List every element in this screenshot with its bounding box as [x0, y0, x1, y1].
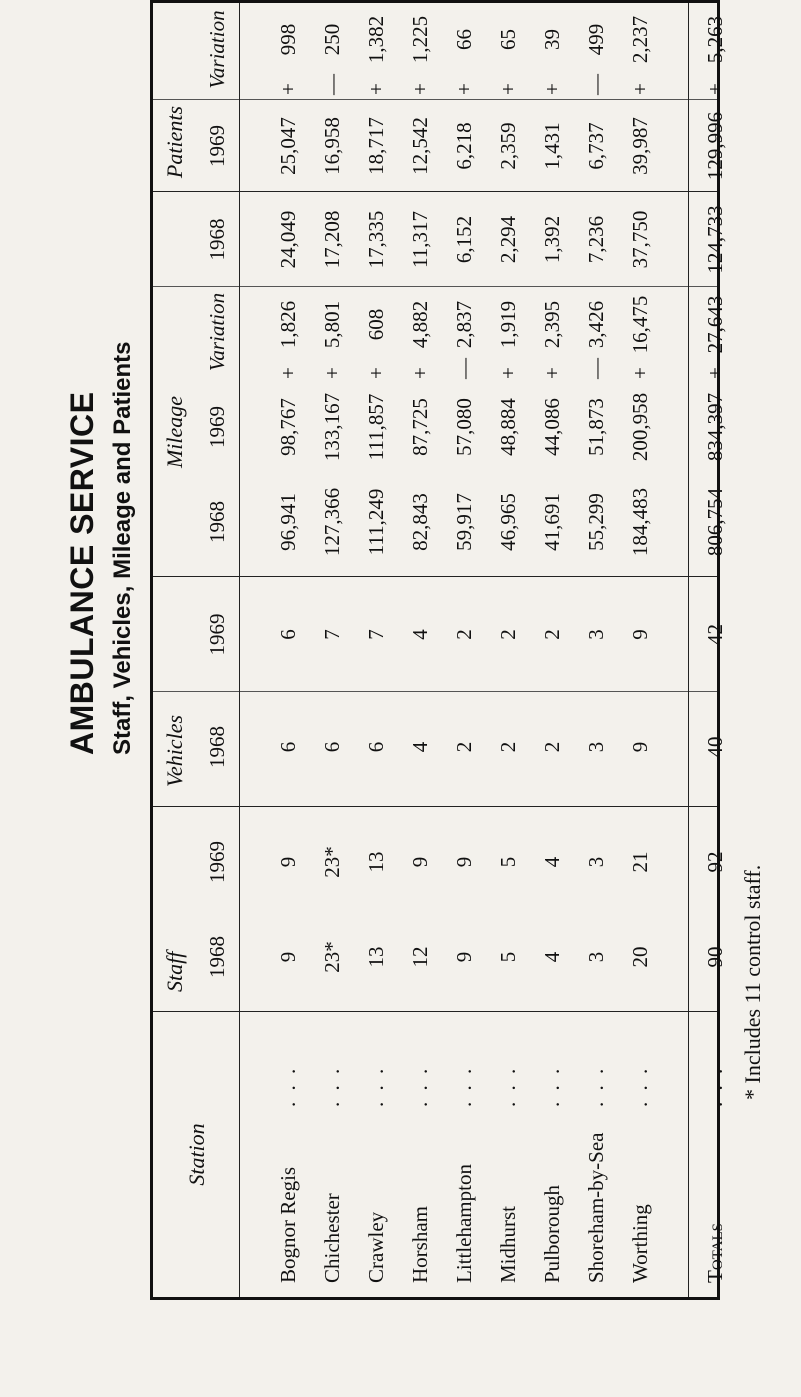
staff-1969: 23*: [320, 846, 344, 878]
staff-1968: 5: [496, 951, 520, 963]
patients-variation-sign: +: [364, 83, 388, 95]
vehicles-1968: 2: [540, 741, 564, 753]
vehicles-1969: 2: [496, 629, 520, 640]
patients-1968: 7,236: [584, 215, 608, 264]
patients-variation-sign: +: [703, 83, 727, 95]
vehicles-1968: 6: [320, 741, 344, 753]
mileage-variation-sign: +: [320, 367, 344, 379]
mileage-variation-sign: +: [628, 367, 652, 379]
header-staff-1968: 1968: [204, 936, 229, 978]
patients-variation: 5,263: [703, 15, 727, 64]
patients-1969: 1,431: [540, 122, 564, 170]
header-station: Station: [184, 1123, 209, 1186]
patients-1969: 129,996: [703, 111, 727, 181]
patients-variation: 998: [276, 23, 300, 56]
header-staff: Staff: [162, 951, 187, 992]
mileage-1968: 806,754: [703, 487, 727, 557]
table-row: [447, 0, 482, 1297]
patients-variation: 1,382: [364, 15, 388, 64]
page-subtitle: Staff, Vehicles, Mileage and Patients: [109, 341, 136, 755]
station-name: Horsham: [408, 1206, 432, 1283]
staff-1968: 9: [452, 951, 476, 963]
patients-1968: 24,049: [276, 210, 300, 269]
table-row: [579, 0, 614, 1297]
header-vehicles-1969: 1969: [204, 613, 229, 656]
patients-variation-sign: +: [276, 83, 300, 95]
mileage-variation-sign: +: [703, 367, 727, 379]
mileage-variation-sign: +: [540, 367, 564, 379]
staff-1968: 13: [364, 946, 388, 968]
header-patients: Patients: [162, 105, 187, 179]
vehicles-1969: 2: [452, 629, 476, 640]
vehicles-1969: 7: [320, 629, 344, 640]
table-row: [359, 0, 394, 1297]
table-row: [623, 0, 658, 1297]
header-patients-1968: 1968: [204, 218, 229, 261]
totals-divider: [688, 3, 689, 1297]
header-mileage-1969: 1969: [204, 406, 229, 448]
staff-1969: 9: [408, 856, 432, 868]
mileage-variation-sign: +: [364, 367, 388, 379]
staff-1968: 3: [584, 951, 608, 963]
leader-dots: . . .: [408, 1065, 432, 1107]
patients-1968: 6,152: [452, 215, 476, 264]
vehicles-1968: 2: [452, 741, 476, 753]
patients-1968: 124,733: [703, 205, 727, 274]
page-title: AMBULANCE SERVICE: [64, 391, 100, 755]
leader-dots: . . .: [320, 1065, 344, 1107]
header-mileage-variation: Variation: [204, 292, 229, 372]
vehicles-1969: 42: [703, 624, 727, 645]
mileage-1968: 41,691: [540, 493, 564, 551]
mileage-variation-sign: +: [276, 367, 300, 379]
staff-1968: 12: [408, 946, 432, 968]
staff-1969: 9: [452, 856, 476, 868]
mileage-variation-sign: +: [408, 367, 432, 379]
station-name: Shoreham-by-Sea: [584, 1132, 608, 1283]
vehicles-1968: 3: [584, 741, 608, 753]
patients-variation-sign: +: [628, 83, 652, 95]
patients-variation: 1,225: [408, 15, 432, 64]
mileage-1968: 111,249: [364, 488, 388, 556]
station-name: Pulborough: [540, 1184, 564, 1283]
mileage-variation-sign: —: [452, 358, 476, 379]
header-staff-1969: 1969: [204, 841, 229, 883]
mileage-variation: 5,801: [320, 300, 344, 349]
mileage-1968: 46,965: [496, 493, 520, 551]
vehicles-1969: 6: [276, 629, 300, 640]
patients-1969: 12,542: [408, 117, 432, 175]
vehicles-1969: 2: [540, 629, 564, 640]
patients-1969: 39,987: [628, 117, 652, 175]
table-row: [315, 0, 350, 1297]
patients-variation-sign: +: [540, 83, 564, 95]
mileage-1969: 200,958: [628, 392, 652, 462]
patients-1969: 2,359: [496, 122, 520, 170]
vehicles-1968: 6: [364, 741, 388, 753]
patients-1968: 17,335: [364, 210, 388, 269]
header-mileage: Mileage: [162, 395, 187, 469]
mileage-variation-sign: +: [496, 367, 520, 379]
station-name: Bognor Regis: [276, 1166, 300, 1283]
header-mileage-1968: 1968: [204, 501, 229, 543]
footnote: * Includes 11 control staff.: [740, 864, 765, 1100]
staff-1968: 9: [276, 951, 300, 963]
mileage-1969: 98,767: [276, 398, 300, 456]
mileage-1969: 51,873: [584, 398, 608, 456]
mileage-1968: 184,483: [628, 487, 652, 557]
patients-variation: 39: [540, 29, 564, 50]
patients-1968: 2,294: [496, 215, 520, 264]
vehicles-1969: 9: [628, 629, 652, 640]
totals-row: [698, 0, 733, 1297]
table-row: [403, 0, 438, 1297]
patients-variation: 250: [320, 23, 344, 56]
mileage-variation: 4,882: [408, 300, 432, 349]
staff-1968: 20: [628, 946, 652, 968]
staff-1969: 13: [364, 851, 388, 873]
staff-1968: 90: [703, 946, 727, 968]
header-vehicles-1968: 1968: [204, 726, 229, 768]
mileage-variation: 608: [364, 308, 388, 341]
leader-dots: . . .: [703, 1065, 727, 1107]
mileage-1969: 133,167: [320, 392, 344, 462]
staff-1969: 5: [496, 856, 520, 868]
staff-1968: 23*: [320, 941, 344, 973]
mileage-1969: 87,725: [408, 398, 432, 456]
header-patients-1969: 1969: [204, 125, 229, 167]
staff-1969: 21: [628, 851, 652, 873]
staff-1968: 4: [540, 951, 564, 963]
patients-1969: 6,218: [452, 122, 476, 170]
header-patients-variation: Variation: [204, 10, 229, 89]
staff-1969: 4: [540, 856, 564, 868]
patients-variation: 66: [452, 29, 476, 50]
table-row: [535, 0, 570, 1297]
patients-1968: 11,317: [408, 211, 432, 268]
mileage-variation: 2,395: [540, 300, 564, 349]
patients-1969: 6,737: [584, 122, 608, 170]
vehicles-1968: 6: [276, 741, 300, 753]
leader-dots: . . .: [452, 1065, 476, 1107]
staff-1969: 92: [703, 851, 727, 873]
table-row: [271, 0, 306, 1297]
patients-variation-sign: +: [496, 83, 520, 95]
mileage-1969: 44,086: [540, 398, 564, 456]
mileage-1968: 127,366: [320, 487, 344, 557]
mileage-1968: 55,299: [584, 493, 608, 551]
mileage-1968: 59,917: [452, 493, 476, 551]
mileage-1969: 111,857: [364, 393, 388, 461]
vehicles-1969: 4: [408, 629, 432, 640]
mileage-1968: 96,941: [276, 493, 300, 551]
mileage-variation: 1,919: [496, 300, 520, 349]
mileage-1969: 48,884: [496, 398, 520, 456]
vehicles-1969: 7: [364, 629, 388, 640]
staff-1969: 9: [276, 856, 300, 868]
vehicles-1968: 9: [628, 741, 652, 753]
mileage-variation: 27,643: [703, 295, 727, 354]
leader-dots: . . .: [628, 1065, 652, 1107]
leader-dots: . . .: [584, 1065, 608, 1107]
patients-1969: 16,958: [320, 117, 344, 175]
leader-dots: . . .: [364, 1065, 388, 1107]
staff-1969: 3: [584, 856, 608, 868]
vehicles-1968: 4: [408, 741, 432, 753]
mileage-variation: 2,837: [452, 300, 476, 349]
vehicles-1969: 3: [584, 629, 608, 640]
patients-1969: 18,717: [364, 117, 388, 175]
mileage-1969: 834,397: [703, 392, 727, 462]
title-block: [64, 125, 137, 755]
table-row: [491, 0, 526, 1297]
patients-variation-sign: +: [452, 83, 476, 95]
station-name: Totals: [703, 1223, 727, 1283]
station-name: Littlehampton: [452, 1164, 476, 1283]
patients-variation: 65: [496, 29, 520, 50]
mileage-variation: 3,426: [584, 300, 608, 349]
vehicles-1968: 2: [496, 741, 520, 753]
patients-variation: 499: [584, 23, 608, 56]
leader-dots: . . .: [540, 1065, 564, 1107]
patients-variation: 2,237: [628, 15, 652, 64]
station-name: Chichester: [320, 1193, 344, 1283]
header-vehicles: Vehicles: [162, 714, 187, 787]
vehicles-1968: 40: [703, 736, 727, 758]
mileage-1969: 57,080: [452, 398, 476, 456]
ambulance-table: [150, 0, 727, 1300]
mileage-variation: 1,826: [276, 300, 300, 349]
leader-dots: . . .: [496, 1065, 520, 1107]
station-name: Crawley: [364, 1211, 388, 1283]
station-name: Worthing: [628, 1204, 652, 1283]
mileage-variation-sign: —: [584, 358, 608, 379]
patients-1968: 1,392: [540, 215, 564, 264]
patients-1968: 37,750: [628, 210, 652, 269]
patients-1968: 17,208: [320, 210, 344, 269]
patients-variation-sign: +: [408, 83, 432, 95]
mileage-variation: 16,475: [628, 295, 652, 354]
patients-variation-sign: —: [320, 74, 344, 95]
patients-variation-sign: —: [584, 74, 608, 95]
mileage-1968: 82,843: [408, 493, 432, 551]
patients-1969: 25,047: [276, 117, 300, 175]
leader-dots: . . .: [276, 1065, 300, 1107]
station-name: Midhurst: [496, 1205, 520, 1283]
